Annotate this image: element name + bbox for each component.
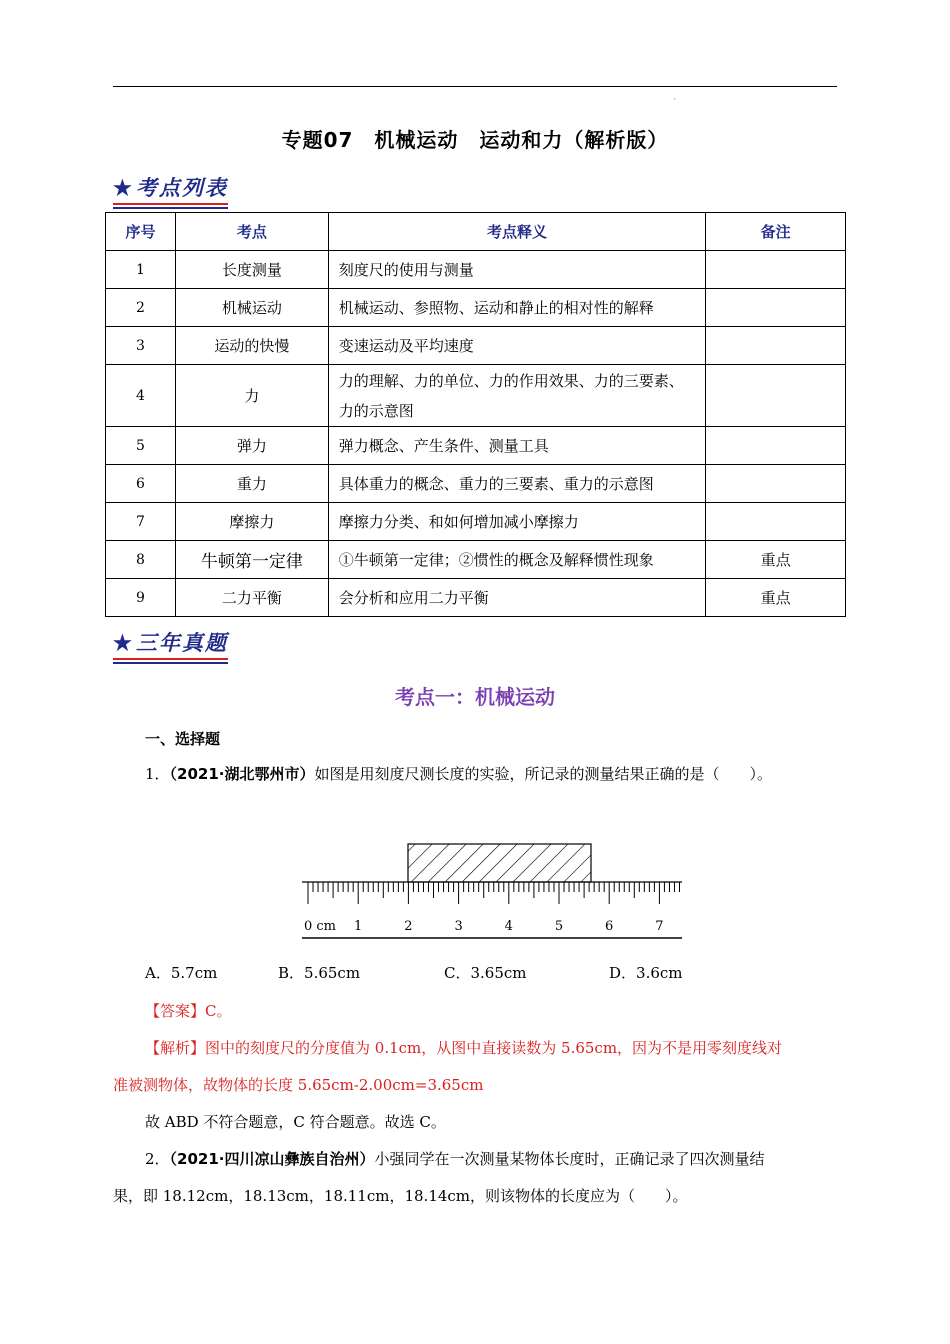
table-header-row xyxy=(106,213,846,251)
analysis-line-2: 准被测物体，故物体的长度 5.65cm-2.00cm=3.65cm xyxy=(113,1076,484,1094)
analysis-line-1 xyxy=(145,1030,782,1067)
row-topic: 牛顿第一定律 xyxy=(175,541,328,579)
row-desc: 变速运动及平均速度 xyxy=(328,327,705,365)
analysis-tag: 【解析】 xyxy=(145,1039,206,1057)
point-title: 考点一：机械运动 xyxy=(395,685,555,709)
question-number: 2． xyxy=(145,1150,170,1168)
section-heading-list xyxy=(113,172,228,202)
ruler-label: 6 xyxy=(605,919,614,934)
row-note xyxy=(706,465,846,503)
question-2-line-2: 果，即 18.12cm，18.13cm，18.11cm，18.14cm，则该物体的长度应为（ ）。 xyxy=(113,1187,688,1205)
row-topic: 长度测量 xyxy=(175,251,328,289)
table-row xyxy=(106,427,846,465)
row-note: 重点 xyxy=(706,541,846,579)
table-row xyxy=(106,541,846,579)
table-row xyxy=(106,465,846,503)
ruler-label: 1 xyxy=(354,919,363,934)
conclusion-line: 故 ABD 不符合题意，C 符合题意。故选 C。 xyxy=(145,1113,446,1131)
row-desc: 弹力概念、产生条件、测量工具 xyxy=(328,427,705,465)
ruler-label: 5 xyxy=(554,919,564,934)
row-desc: 摩擦力分类、和如何增加减小摩擦力 xyxy=(328,503,705,541)
option-c: C．3.65cm xyxy=(444,964,527,982)
corner-mark: ' xyxy=(674,98,676,105)
question-number: 1． xyxy=(145,765,170,783)
ruler-ticks xyxy=(308,882,679,904)
row-desc: 具体重力的概念、重力的三要素、重力的示意图 xyxy=(328,465,705,503)
ruler-label: 7 xyxy=(655,919,664,934)
row-number: 1 xyxy=(106,251,176,289)
table-row xyxy=(106,503,846,541)
star-icon: ★ xyxy=(113,175,134,200)
measured-object xyxy=(408,844,591,882)
row-number: 2 xyxy=(106,289,176,327)
row-topic: 力 xyxy=(175,365,328,427)
page-title: 专题07 机械运动 运动和力（解析版） xyxy=(281,128,669,152)
ruler-label: 4 xyxy=(504,919,513,934)
row-number: 4 xyxy=(106,365,176,427)
header-cell: 考点释义 xyxy=(328,213,705,251)
question-1 xyxy=(145,756,772,793)
subsection-heading: 一、选择题 xyxy=(145,730,221,748)
row-topic: 运动的快慢 xyxy=(175,327,328,365)
table-row xyxy=(106,251,846,289)
table-row xyxy=(106,327,846,365)
header-cell: 考点 xyxy=(175,213,328,251)
row-note xyxy=(706,289,846,327)
answer-line xyxy=(145,993,232,1030)
row-desc: 会分析和应用二力平衡 xyxy=(328,579,705,617)
ruler-label: 3 xyxy=(454,919,463,934)
option-d: D．3.6cm xyxy=(609,964,683,982)
question-source: （2021·四川凉山彝族自治州） xyxy=(169,1150,375,1168)
question-text: 如图是用刻度尺测长度的实验，所记录的测量结果正确的是（ ）。 xyxy=(314,765,773,783)
row-number: 9 xyxy=(106,579,176,617)
section-heading-text: 三年真题 xyxy=(135,630,228,655)
row-topic: 二力平衡 xyxy=(175,579,328,617)
row-note xyxy=(706,251,846,289)
row-number: 7 xyxy=(106,503,176,541)
row-desc: 刻度尺的使用与测量 xyxy=(328,251,705,289)
row-topic: 重力 xyxy=(175,465,328,503)
row-note xyxy=(706,503,846,541)
row-topic: 机械运动 xyxy=(175,289,328,327)
header-rule xyxy=(113,86,837,87)
row-desc: 机械运动、参照物、运动和静止的相对性的解释 xyxy=(328,289,705,327)
option-b: B．5.65cm xyxy=(278,964,361,982)
row-note xyxy=(706,327,846,365)
header-cell: 序号 xyxy=(106,213,176,251)
row-desc: 力的理解、力的单位、力的作用效果、力的三要素、力的示意图 xyxy=(328,365,705,427)
row-topic: 摩擦力 xyxy=(175,503,328,541)
question-text: 小强同学在一次测量某物体长度时，正确记录了四次测量结 xyxy=(374,1150,765,1168)
question-2 xyxy=(145,1141,765,1178)
table-row xyxy=(106,579,846,617)
section-heading-exams xyxy=(113,627,228,657)
table-row xyxy=(106,365,846,427)
row-number: 5 xyxy=(106,427,176,465)
row-desc: ①牛顿第一定律；②惯性的概念及解释惯性现象 xyxy=(328,541,705,579)
ruler-unit-label: 0 cm xyxy=(304,919,337,934)
row-note xyxy=(706,365,846,427)
answer-tag: 【答案】 xyxy=(145,1002,206,1020)
answer-text: C。 xyxy=(205,1002,232,1020)
table-row xyxy=(106,289,846,327)
row-number: 8 xyxy=(106,541,176,579)
star-icon: ★ xyxy=(113,630,134,655)
question-source: （2021·湖北鄂州市） xyxy=(169,765,315,783)
ruler-figure xyxy=(300,840,690,942)
row-number: 6 xyxy=(106,465,176,503)
option-a: A．5.7cm xyxy=(145,964,218,982)
analysis-text: 图中的刻度尺的分度值为 0.1cm，从图中直接读数为 5.65cm，因为不是用零刻度线对 xyxy=(205,1039,783,1057)
row-note: 重点 xyxy=(706,579,846,617)
ruler-label: 2 xyxy=(404,919,413,934)
row-note xyxy=(706,427,846,465)
header-cell: 备注 xyxy=(706,213,846,251)
section-heading-text: 考点列表 xyxy=(135,175,228,200)
topic-table xyxy=(105,212,846,617)
row-number: 3 xyxy=(106,327,176,365)
row-topic: 弹力 xyxy=(175,427,328,465)
